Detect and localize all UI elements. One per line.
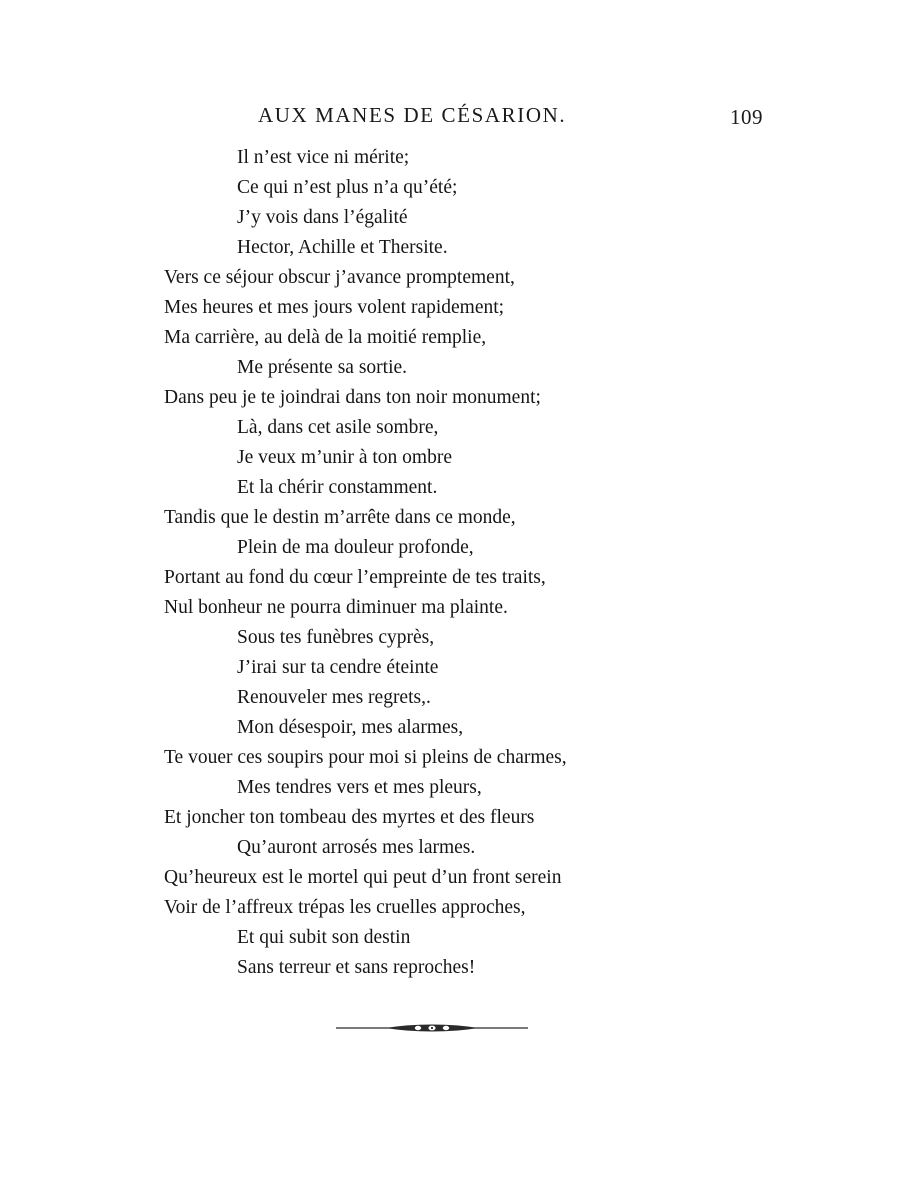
poem-line: Là, dans cet asile sombre, <box>237 417 439 438</box>
poem-line: Et joncher ton tombeau des myrtes et des fleurs <box>164 807 535 828</box>
poem-line: Sans terreur et sans reproches! <box>237 957 476 978</box>
poem-line: Qu’heureux est le mortel qui peut d’un front serein <box>164 867 562 888</box>
poem-line: J’y vois dans l’égalité <box>237 207 408 228</box>
poem <box>164 143 784 983</box>
poem-line: Et qui subit son destin <box>237 927 411 948</box>
poem-line: Mon désespoir, mes alarmes, <box>237 717 464 738</box>
poem-line: Hector, Achille et Thersite. <box>237 237 448 258</box>
poem-line: Sous tes funèbres cyprès, <box>237 627 435 648</box>
poem-line: Vers ce séjour obscur j’avance promptement, <box>164 267 515 288</box>
poem-line: Je veux m’unir à ton ombre <box>237 447 452 468</box>
poem-line: Ce qui n’est plus n’a qu’été; <box>237 177 458 198</box>
running-title: AUX MANES DE CÉSARION. <box>258 103 567 127</box>
poem-line: Mes heures et mes jours volent rapidement; <box>164 297 505 318</box>
poem-line: Renouveler mes regrets,. <box>237 687 431 708</box>
poem-line: Me présente sa sortie. <box>237 357 408 378</box>
poem-line: Tandis que le destin m’arrête dans ce monde, <box>164 507 516 528</box>
tailpiece-ornament-icon <box>336 1021 528 1035</box>
poem-line: Dans peu je te joindrai dans ton noir monument; <box>164 387 541 408</box>
poem-line: Qu’auront arrosés mes larmes. <box>237 837 476 858</box>
poem-line: Et la chérir constamment. <box>237 477 438 498</box>
poem-line: Te vouer ces soupirs pour moi si pleins de charmes, <box>164 747 567 768</box>
poem-line: Ma carrière, au delà de la moitié remplie, <box>164 327 487 348</box>
poem-line: Plein de ma douleur profonde, <box>237 537 474 558</box>
page-number: 109 <box>730 105 763 129</box>
running-head <box>0 103 900 133</box>
poem-line: Portant au fond du cœur l’empreinte de tes traits, <box>164 567 546 588</box>
poem-line: Nul bonheur ne pourra diminuer ma plainte. <box>164 597 508 618</box>
poem-line: Il n’est vice ni mérite; <box>237 147 410 168</box>
poem-line: Mes tendres vers et mes pleurs, <box>237 777 482 798</box>
poem-line: J’irai sur ta cendre éteinte <box>237 657 439 678</box>
poem-line: Voir de l’affreux trépas les cruelles approches, <box>164 897 526 918</box>
